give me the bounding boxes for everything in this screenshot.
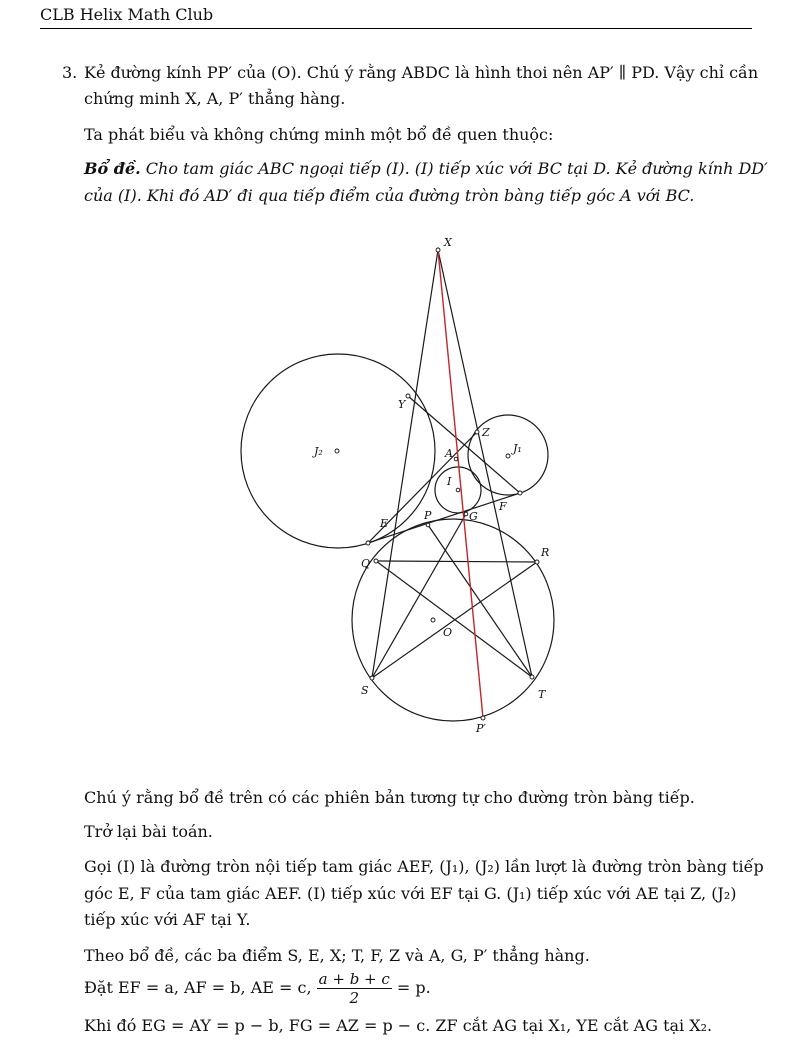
label-E: E <box>380 517 389 530</box>
item3-line2: chứng minh X, A, P′ thẳng hàng. <box>84 89 346 108</box>
note-text: Chú ý rằng bổ đề trên có các phiên bản tương tự cho đường tròn bàng tiếp. <box>84 788 695 807</box>
line-G-S <box>372 514 466 678</box>
page-header: CLB Helix Math Club <box>40 5 752 29</box>
intro-text: Ta phát biểu và không chứng minh một bổ đề quen thuộc: <box>84 125 554 144</box>
label-O: O <box>443 626 453 639</box>
label-S: S <box>361 684 369 697</box>
label-R: R <box>541 546 550 559</box>
label-Pprime: P′ <box>476 722 486 735</box>
lemma-text1: Cho tam giác ABC ngoại tiếp (I). (I) tiếp xúc với BC tại D. Kẻ đường kính DD′ <box>140 159 768 178</box>
p4-text: Khi đó EG = AY = p − b, FG = AZ = p − c. ZF cắt AG tại X₁, YE cắt AG tại X₂. <box>84 1016 713 1035</box>
label-J2: J₂ <box>314 445 323 458</box>
p3-suffix: = p. <box>396 978 431 997</box>
line-Q-T-chord <box>376 561 532 677</box>
label-T: T <box>538 688 546 701</box>
label-Y: Y <box>398 398 406 411</box>
label-Z: Z <box>482 426 490 439</box>
item-number: 3. <box>62 63 78 82</box>
p3-line <box>84 968 431 1008</box>
line-X-Pprime <box>438 250 483 718</box>
p2-text: Theo bổ đề, các ba điểm S, E, X; T, F, Z và A, G, P′ thẳng hàng. <box>84 946 590 965</box>
fraction-denominator: 2 <box>349 989 359 1007</box>
p3-prefix: Đặt EF = a, AF = b, AE = c, <box>84 978 312 997</box>
p1-line2: góc E, F của tam giác AEF. (I) tiếp xúc với EF tại G. (J₁) tiếp xúc với AE tại Z, (J₂) <box>84 884 737 903</box>
label-F: F <box>499 500 507 513</box>
p1-line3: tiếp xúc với AF tại Y. <box>84 910 251 929</box>
label-Q: Q <box>361 557 371 570</box>
item3-line1: Kẻ đường kính PP′ của (O). Chú ý rằng ABDC là hình thoi nên AP′ ∥ PD. Vậy chỉ cần <box>84 63 759 82</box>
line-P-T <box>428 525 532 677</box>
lemma-label: Bổ đề. <box>84 159 141 178</box>
line-S-R <box>372 562 537 678</box>
label-A: A <box>445 447 453 460</box>
circle-O <box>352 519 554 721</box>
label-J1: J₁ <box>513 442 522 455</box>
label-I: I <box>447 475 452 488</box>
lemma-line2: của (I). Khi đó AD′ đi qua tiếp điểm của đường tròn bàng tiếp góc A với BC. <box>84 186 695 205</box>
line-X-T <box>438 250 532 677</box>
p1-line1: Gọi (I) là đường tròn nội tiếp tam giác AEF, (J₁), (J₂) lần lượt là đường tròn bàng tiếp <box>84 857 764 876</box>
label-X: X <box>444 236 452 249</box>
line-X-S <box>372 250 438 678</box>
fraction <box>317 970 392 1007</box>
back-text: Trở lại bài toán. <box>84 822 213 841</box>
line-Q-R <box>376 561 537 562</box>
label-G: G <box>469 510 478 523</box>
label-P: P <box>424 509 432 522</box>
fraction-numerator: a + b + c <box>318 970 390 988</box>
